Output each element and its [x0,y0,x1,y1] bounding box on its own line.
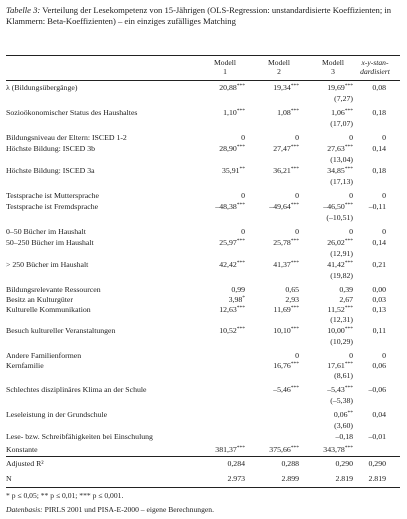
cell-model-2: 2,93 [285,295,299,304]
cell-standardized: 0 [382,133,386,142]
cell-model-2: 10,10*** [273,326,299,335]
cell-model-1: 35,91** [221,166,245,175]
cell-model-3: 2.819 [335,474,353,483]
cell-model-3: (10,29) [330,337,353,346]
cell-standardized: 0,21 [372,260,386,269]
cell-standardized: 0,18 [372,166,386,175]
cell-model-3: (12,91) [330,249,353,258]
table-row [0,177,407,187]
row-label: N [6,474,12,483]
rule-top [6,55,400,56]
cell-model-1: 12,63*** [219,305,245,314]
cell-model-1: 0,99 [231,285,245,294]
table-caption [6,5,398,26]
row-label: Leseleistung in der Grundschule [6,410,108,419]
cell-model-2: –5,46*** [273,385,299,394]
cell-standardized: 0,14 [372,144,386,153]
table-row [0,432,407,442]
cell-model-2: 0 [295,191,299,200]
table-row [0,361,407,371]
cell-model-2: 27,47*** [273,144,299,153]
cell-model-2: 19,34*** [273,83,299,92]
cell-model-3: 10,00*** [327,326,353,335]
cell-model-2: 2.899 [281,474,299,483]
cell-model-3: 343,78*** [323,445,353,454]
table-row [0,295,407,305]
row-label: > 250 Bücher im Haushalt [6,260,89,269]
cell-model-3: 27,63*** [327,144,353,153]
row-label: Höchste Bildung: ISCED 3a [6,166,95,175]
table-row [0,108,407,118]
table-row [0,315,407,325]
table-row [0,144,407,154]
cell-model-3: –46,50*** [323,202,353,211]
cell-model-3: –5,43*** [327,385,353,394]
row-label: Kernfamilie [6,361,44,370]
table-row [0,202,407,212]
cell-model-3: (17,13) [330,177,353,186]
cell-model-1: 0 [241,133,245,142]
cell-model-1: 381,37*** [215,445,245,454]
cell-standardized: 0,06 [372,361,386,370]
row-label: Konstante [6,445,38,454]
row-label: 0–50 Bücher im Haushalt [6,227,86,236]
cell-model-2: 0,65 [285,285,299,294]
table-row [0,459,407,469]
row-label: Lese- bzw. Schreibfähigkeiten bei Einschulung [6,432,153,441]
cell-model-3: 0,290 [335,459,353,468]
table-row [0,213,407,223]
cell-standardized: 2.819 [368,474,386,483]
cell-standardized: 0 [382,191,386,200]
cell-standardized: 0 [382,227,386,236]
table-row [0,166,407,176]
cell-model-1: 20,88*** [219,83,245,92]
caption-text: Verteilung der Lesekompetenz von 15-Jährigen (OLS-Regression: unstandardisierte Koeffizienten; in Klammern: Beta-Koeffizienten) – ein einziges zufälliges Matching [6,5,392,26]
source-text: PIRLS 2001 und PISA-E-2000 – eigene Berechnungen. [44,505,214,514]
table-row [0,119,407,129]
cell-standardized: 0,290 [368,459,386,468]
cell-model-1: 2.973 [227,474,245,483]
cell-standardized: 0,14 [372,238,386,247]
table-row [0,385,407,395]
table-row [0,410,407,420]
cell-model-3: 19,69*** [327,83,353,92]
cell-model-3: 11,52*** [327,305,353,314]
caption-label: Tabelle 3: [6,5,41,15]
cell-standardized: 0,13 [372,305,386,314]
table-row [0,238,407,248]
table-row [0,396,407,406]
cell-model-2: 25,78*** [273,238,299,247]
row-label: Testsprache ist Fremdsprache [6,202,99,211]
cell-model-3: (3,60) [334,421,353,430]
table-row [0,271,407,281]
cell-standardized: 0,18 [372,108,386,117]
table-row [0,445,407,455]
cell-model-3: (13,04) [330,155,353,164]
table-row [0,83,407,93]
table-row [0,285,407,295]
table-row [0,474,407,484]
col-header-model-3: Modell 3 [322,58,344,77]
cell-model-2: 41,37*** [273,260,299,269]
cell-standardized: 0,04 [372,410,386,419]
cell-model-2: 375,66*** [269,445,299,454]
table-row [0,337,407,347]
cell-model-3: (19,82) [330,271,353,280]
rule-before-fit [6,456,400,457]
table-row [0,94,407,104]
cell-model-3: 0,39 [339,285,353,294]
cell-standardized: 0,11 [372,326,386,335]
cell-model-3: (8,61) [334,371,353,380]
cell-model-2: 0,288 [281,459,299,468]
cell-model-3: 0 [349,191,353,200]
source-note [6,505,214,515]
cell-standardized: 0 [382,351,386,360]
cell-model-3: (–10,51) [326,213,353,222]
cell-standardized: 0,08 [372,83,386,92]
table-row [0,421,407,431]
cell-model-1: 10,52*** [219,326,245,335]
row-label: Höchste Bildung: ISCED 3b [6,144,96,153]
rule-header [6,80,400,81]
table-row [0,260,407,270]
table-row [0,155,407,165]
row-label: Testsprache ist Muttersprache [6,191,99,200]
row-label: Besuch kultureller Veranstaltungen [6,326,116,335]
cell-model-2: –49,64*** [269,202,299,211]
cell-model-2: 16,76*** [273,361,299,370]
row-label: Kulturelle Kommunikation [6,305,91,314]
row-label: Schlechtes disziplinäres Klima an der Schule [6,385,147,394]
significance-note: * p ≤ 0,05; ** p ≤ 0,01; *** p ≤ 0,001. [6,491,124,500]
cell-standardized: 0,03 [372,295,386,304]
cell-model-3: 17,61*** [327,361,353,370]
cell-model-3: 0 [349,351,353,360]
row-label: Andere Familienformen [6,351,82,360]
cell-model-3: (12,31) [330,315,353,324]
cell-model-2: 0 [295,351,299,360]
cell-model-1: 42,42*** [219,260,245,269]
row-label: Besitz an Kulturgüter [6,295,73,304]
cell-standardized: –0,01 [368,432,386,441]
cell-model-1: 1,10*** [223,108,245,117]
cell-model-1: 0 [241,191,245,200]
cell-model-3: 0 [349,227,353,236]
col-header-standardized: x-y-stan- dardisiert [360,58,390,77]
cell-model-1: –48,38*** [215,202,245,211]
cell-model-3: (17,07) [330,119,353,128]
source-label: Datenbasis: [6,505,43,514]
table-row [0,133,407,143]
row-label: Bildungsrelevante Ressourcen [6,285,101,294]
table-row [0,191,407,201]
table-row [0,371,407,381]
cell-model-2: 11,69*** [273,305,299,314]
col-header-model-2: Modell 2 [268,58,290,77]
row-label: Bildungsniveau der Eltern: ISCED 1-2 [6,133,127,142]
cell-model-2: 1,08*** [277,108,299,117]
cell-model-1: 3,98* [228,295,245,304]
cell-model-3: 0 [349,133,353,142]
cell-model-3: 2,67 [339,295,353,304]
table-row [0,351,407,361]
cell-model-1: 25,97*** [219,238,245,247]
row-label: 50–250 Bücher im Haushalt [6,238,94,247]
cell-model-3: 0,06** [333,410,353,419]
cell-standardized: –0,06 [368,385,386,394]
cell-standardized: –0,11 [368,202,386,211]
cell-model-3: 34,85*** [327,166,353,175]
table-row [0,227,407,237]
cell-model-2: 36,21*** [273,166,299,175]
rule-bottom [6,487,400,488]
row-label: λ (Bildungsübergänge) [6,83,78,92]
row-label: Adjusted R² [6,459,44,468]
table-row [0,249,407,259]
cell-model-3: (–5,38) [330,396,353,405]
cell-model-3: 1,06*** [331,108,353,117]
col-header-model-1: Modell 1 [214,58,236,77]
cell-model-3: 26,02*** [327,238,353,247]
table-row [0,305,407,315]
cell-model-1: 0,284 [227,459,245,468]
cell-model-1: 28,90*** [219,144,245,153]
cell-model-3: –0,18 [335,432,353,441]
row-label: Sozioökonomischer Status des Haushaltes [6,108,138,117]
cell-model-3: (7,27) [334,94,353,103]
cell-model-2: 0 [295,227,299,236]
cell-model-3: 41,42*** [327,260,353,269]
table-row [0,326,407,336]
cell-model-2: 0 [295,133,299,142]
cell-model-1: 0 [241,227,245,236]
cell-standardized: 0,00 [372,285,386,294]
